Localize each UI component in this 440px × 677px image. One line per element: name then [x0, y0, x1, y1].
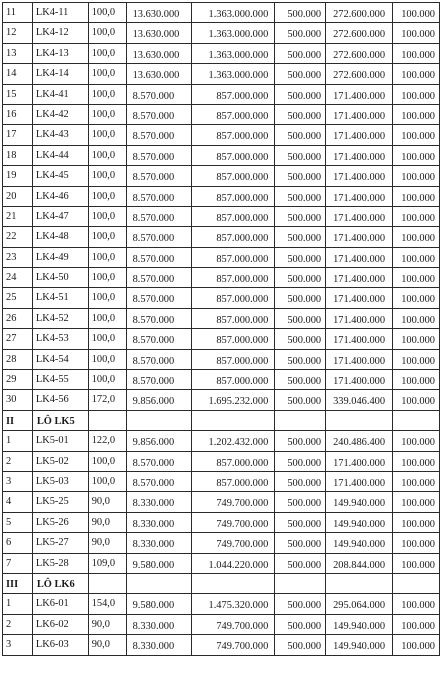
- row-number: 22: [3, 227, 33, 247]
- fee-cell: 500.000: [275, 349, 326, 369]
- fee-cell: 500.000: [275, 166, 326, 186]
- total-price-cell: 1.475.320.000: [192, 594, 275, 614]
- total-price-cell: 1.363.000.000: [192, 23, 275, 43]
- row-number: 18: [3, 145, 33, 165]
- area-cell: 100,0: [88, 288, 126, 308]
- lot-code: LK4-46: [32, 186, 88, 206]
- table-row: [3, 471, 440, 491]
- deposit-cell: 171.400.000: [326, 451, 393, 471]
- deposit-cell: 171.400.000: [326, 268, 393, 288]
- section-number: III: [3, 573, 33, 593]
- table-row: [3, 227, 440, 247]
- table-row: [3, 247, 440, 267]
- lot-code: LK5-01: [32, 431, 88, 451]
- row-number: 4: [3, 492, 33, 512]
- deposit-cell: 149.940.000: [326, 533, 393, 553]
- empty-cell: [192, 410, 275, 430]
- deposit-cell: 149.940.000: [326, 614, 393, 634]
- section-number: II: [3, 410, 33, 430]
- empty-cell: [393, 573, 440, 593]
- empty-cell: [275, 410, 326, 430]
- lot-code: LK5-25: [32, 492, 88, 512]
- extra-fee-cell: 100.000: [393, 84, 440, 104]
- total-price-cell: 857.000.000: [192, 125, 275, 145]
- extra-fee-cell: 100.000: [393, 329, 440, 349]
- extra-fee-cell: 100.000: [393, 390, 440, 410]
- lot-code: LK4-14: [32, 64, 88, 84]
- lot-code: LK4-50: [32, 268, 88, 288]
- deposit-cell: 171.400.000: [326, 349, 393, 369]
- area-cell: 100,0: [88, 349, 126, 369]
- deposit-cell: 149.940.000: [326, 635, 393, 655]
- area-cell: 100,0: [88, 3, 126, 23]
- fee-cell: 500.000: [275, 64, 326, 84]
- unit-price-cell: 13.630.000: [126, 64, 192, 84]
- extra-fee-cell: 100.000: [393, 431, 440, 451]
- unit-price-cell: 8.570.000: [126, 84, 192, 104]
- area-cell: 100,0: [88, 370, 126, 390]
- extra-fee-cell: 100.000: [393, 64, 440, 84]
- area-cell: 90,0: [88, 533, 126, 553]
- unit-price-cell: 8.330.000: [126, 635, 192, 655]
- empty-cell: [393, 410, 440, 430]
- extra-fee-cell: 100.000: [393, 492, 440, 512]
- area-cell: 100,0: [88, 206, 126, 226]
- total-price-cell: 857.000.000: [192, 329, 275, 349]
- row-number: 20: [3, 186, 33, 206]
- deposit-cell: 171.400.000: [326, 471, 393, 491]
- extra-fee-cell: 100.000: [393, 451, 440, 471]
- area-cell: 90,0: [88, 635, 126, 655]
- lot-code: LK4-44: [32, 145, 88, 165]
- table-row: [3, 594, 440, 614]
- lot-code: LK4-48: [32, 227, 88, 247]
- lot-code: LK4-41: [32, 84, 88, 104]
- deposit-cell: 272.600.000: [326, 64, 393, 84]
- unit-price-cell: 8.570.000: [126, 186, 192, 206]
- empty-cell: [326, 573, 393, 593]
- unit-price-cell: 8.330.000: [126, 512, 192, 532]
- unit-price-cell: 8.570.000: [126, 247, 192, 267]
- lot-code: LK4-49: [32, 247, 88, 267]
- fee-cell: 500.000: [275, 186, 326, 206]
- table-row: [3, 104, 440, 124]
- deposit-cell: 171.400.000: [326, 104, 393, 124]
- row-number: 27: [3, 329, 33, 349]
- unit-price-cell: 8.570.000: [126, 166, 192, 186]
- row-number: 1: [3, 594, 33, 614]
- area-cell: 100,0: [88, 451, 126, 471]
- fee-cell: 500.000: [275, 268, 326, 288]
- table-row: [3, 349, 440, 369]
- area-cell: 100,0: [88, 43, 126, 63]
- unit-price-cell: 8.570.000: [126, 145, 192, 165]
- area-cell: 100,0: [88, 84, 126, 104]
- fee-cell: 500.000: [275, 614, 326, 634]
- row-number: 23: [3, 247, 33, 267]
- extra-fee-cell: 100.000: [393, 145, 440, 165]
- table-row: [3, 125, 440, 145]
- row-number: 2: [3, 451, 33, 471]
- fee-cell: 500.000: [275, 329, 326, 349]
- table-body: [3, 3, 440, 656]
- table-row: [3, 553, 440, 573]
- unit-price-cell: 8.570.000: [126, 268, 192, 288]
- unit-price-cell: 13.630.000: [126, 23, 192, 43]
- area-cell: 90,0: [88, 492, 126, 512]
- fee-cell: 500.000: [275, 308, 326, 328]
- unit-price-cell: 9.580.000: [126, 553, 192, 573]
- fee-cell: 500.000: [275, 288, 326, 308]
- empty-cell: [88, 573, 126, 593]
- table-row: [3, 23, 440, 43]
- row-number: 1: [3, 431, 33, 451]
- total-price-cell: 857.000.000: [192, 186, 275, 206]
- total-price-cell: 857.000.000: [192, 268, 275, 288]
- total-price-cell: 1.695.232.000: [192, 390, 275, 410]
- row-number: 30: [3, 390, 33, 410]
- unit-price-cell: 8.570.000: [126, 288, 192, 308]
- table-row: [3, 390, 440, 410]
- table-row: [3, 512, 440, 532]
- deposit-cell: 149.940.000: [326, 512, 393, 532]
- total-price-cell: 749.700.000: [192, 512, 275, 532]
- lot-code: LK5-28: [32, 553, 88, 573]
- table-row: [3, 635, 440, 655]
- deposit-cell: 208.844.000: [326, 553, 393, 573]
- total-price-cell: 857.000.000: [192, 349, 275, 369]
- area-cell: 90,0: [88, 614, 126, 634]
- total-price-cell: 749.700.000: [192, 614, 275, 634]
- table-row: [3, 451, 440, 471]
- fee-cell: 500.000: [275, 370, 326, 390]
- extra-fee-cell: 100.000: [393, 308, 440, 328]
- lot-code: LK5-27: [32, 533, 88, 553]
- lot-code: LK6-02: [32, 614, 88, 634]
- area-cell: 100,0: [88, 145, 126, 165]
- total-price-cell: 857.000.000: [192, 104, 275, 124]
- deposit-cell: 171.400.000: [326, 206, 393, 226]
- unit-price-cell: 8.570.000: [126, 471, 192, 491]
- fee-cell: 500.000: [275, 125, 326, 145]
- extra-fee-cell: 100.000: [393, 349, 440, 369]
- lot-code: LK4-42: [32, 104, 88, 124]
- total-price-cell: 749.700.000: [192, 492, 275, 512]
- fee-cell: 500.000: [275, 390, 326, 410]
- area-cell: 100,0: [88, 471, 126, 491]
- total-price-cell: 1.363.000.000: [192, 64, 275, 84]
- table-row: [3, 166, 440, 186]
- row-number: 11: [3, 3, 33, 23]
- empty-cell: [275, 573, 326, 593]
- row-number: 3: [3, 635, 33, 655]
- fee-cell: 500.000: [275, 84, 326, 104]
- row-number: 7: [3, 553, 33, 573]
- section-title: LÔ LK6: [32, 573, 88, 593]
- area-cell: 100,0: [88, 329, 126, 349]
- total-price-cell: 857.000.000: [192, 145, 275, 165]
- empty-cell: [126, 573, 192, 593]
- table-row: [3, 370, 440, 390]
- lot-code: LK4-56: [32, 390, 88, 410]
- table-row: [3, 84, 440, 104]
- unit-price-cell: 8.570.000: [126, 349, 192, 369]
- empty-cell: [326, 410, 393, 430]
- table-row: [3, 43, 440, 63]
- extra-fee-cell: 100.000: [393, 43, 440, 63]
- extra-fee-cell: 100.000: [393, 512, 440, 532]
- total-price-cell: 857.000.000: [192, 451, 275, 471]
- row-number: 25: [3, 288, 33, 308]
- row-number: 17: [3, 125, 33, 145]
- lot-code: LK5-03: [32, 471, 88, 491]
- fee-cell: 500.000: [275, 145, 326, 165]
- extra-fee-cell: 100.000: [393, 3, 440, 23]
- table-row: [3, 329, 440, 349]
- table-row: [3, 614, 440, 634]
- row-number: 6: [3, 533, 33, 553]
- deposit-cell: 171.400.000: [326, 145, 393, 165]
- unit-price-cell: 9.856.000: [126, 431, 192, 451]
- row-number: 14: [3, 64, 33, 84]
- table-row: [3, 492, 440, 512]
- extra-fee-cell: 100.000: [393, 166, 440, 186]
- lot-code: LK6-03: [32, 635, 88, 655]
- area-cell: 172,0: [88, 390, 126, 410]
- unit-price-cell: 8.570.000: [126, 451, 192, 471]
- total-price-cell: 857.000.000: [192, 247, 275, 267]
- lot-code: LK4-53: [32, 329, 88, 349]
- extra-fee-cell: 100.000: [393, 247, 440, 267]
- unit-price-cell: 13.630.000: [126, 43, 192, 63]
- deposit-cell: 272.600.000: [326, 3, 393, 23]
- unit-price-cell: 8.570.000: [126, 329, 192, 349]
- deposit-cell: 171.400.000: [326, 166, 393, 186]
- deposit-cell: 339.046.400: [326, 390, 393, 410]
- lot-code: LK4-12: [32, 23, 88, 43]
- row-number: 15: [3, 84, 33, 104]
- total-price-cell: 749.700.000: [192, 533, 275, 553]
- empty-cell: [126, 410, 192, 430]
- area-cell: 100,0: [88, 166, 126, 186]
- section-title: LÔ LK5: [32, 410, 88, 430]
- table-row: [3, 533, 440, 553]
- total-price-cell: 1.363.000.000: [192, 43, 275, 63]
- row-number: 16: [3, 104, 33, 124]
- total-price-cell: 857.000.000: [192, 84, 275, 104]
- extra-fee-cell: 100.000: [393, 227, 440, 247]
- total-price-cell: 1.044.220.000: [192, 553, 275, 573]
- row-number: 12: [3, 23, 33, 43]
- lot-code: LK4-54: [32, 349, 88, 369]
- unit-price-cell: 8.570.000: [126, 104, 192, 124]
- total-price-cell: 857.000.000: [192, 288, 275, 308]
- extra-fee-cell: 100.000: [393, 288, 440, 308]
- extra-fee-cell: 100.000: [393, 553, 440, 573]
- total-price-cell: 857.000.000: [192, 227, 275, 247]
- extra-fee-cell: 100.000: [393, 125, 440, 145]
- extra-fee-cell: 100.000: [393, 268, 440, 288]
- table-row: [3, 206, 440, 226]
- unit-price-cell: 8.570.000: [126, 370, 192, 390]
- fee-cell: 500.000: [275, 3, 326, 23]
- area-cell: 100,0: [88, 186, 126, 206]
- deposit-cell: 272.600.000: [326, 23, 393, 43]
- extra-fee-cell: 100.000: [393, 186, 440, 206]
- area-cell: 90,0: [88, 512, 126, 532]
- total-price-cell: 857.000.000: [192, 308, 275, 328]
- row-number: 26: [3, 308, 33, 328]
- area-cell: 100,0: [88, 104, 126, 124]
- empty-cell: [192, 573, 275, 593]
- lot-code: LK4-11: [32, 3, 88, 23]
- fee-cell: 500.000: [275, 247, 326, 267]
- section-header-row: [3, 410, 440, 430]
- empty-cell: [88, 410, 126, 430]
- extra-fee-cell: 100.000: [393, 471, 440, 491]
- area-cell: 100,0: [88, 308, 126, 328]
- fee-cell: 500.000: [275, 23, 326, 43]
- row-number: 29: [3, 370, 33, 390]
- row-number: 19: [3, 166, 33, 186]
- lot-code: LK5-02: [32, 451, 88, 471]
- table-row: [3, 145, 440, 165]
- area-cell: 100,0: [88, 268, 126, 288]
- deposit-cell: 171.400.000: [326, 186, 393, 206]
- deposit-cell: 171.400.000: [326, 247, 393, 267]
- unit-price-cell: 13.630.000: [126, 3, 192, 23]
- area-cell: 100,0: [88, 23, 126, 43]
- unit-price-cell: 8.570.000: [126, 206, 192, 226]
- lot-code: LK4-51: [32, 288, 88, 308]
- deposit-cell: 171.400.000: [326, 308, 393, 328]
- lot-code: LK4-47: [32, 206, 88, 226]
- fee-cell: 500.000: [275, 43, 326, 63]
- lot-code: LK6-01: [32, 594, 88, 614]
- deposit-cell: 171.400.000: [326, 125, 393, 145]
- table-row: [3, 268, 440, 288]
- unit-price-cell: 8.570.000: [126, 227, 192, 247]
- deposit-cell: 171.400.000: [326, 227, 393, 247]
- table-row: [3, 308, 440, 328]
- row-number: 2: [3, 614, 33, 634]
- deposit-cell: 171.400.000: [326, 370, 393, 390]
- table-row: [3, 288, 440, 308]
- area-cell: 154,0: [88, 594, 126, 614]
- area-cell: 100,0: [88, 247, 126, 267]
- deposit-cell: 272.600.000: [326, 43, 393, 63]
- extra-fee-cell: 100.000: [393, 533, 440, 553]
- deposit-cell: 240.486.400: [326, 431, 393, 451]
- fee-cell: 500.000: [275, 227, 326, 247]
- deposit-cell: 295.064.000: [326, 594, 393, 614]
- extra-fee-cell: 100.000: [393, 23, 440, 43]
- extra-fee-cell: 100.000: [393, 206, 440, 226]
- lot-code: LK4-45: [32, 166, 88, 186]
- area-cell: 109,0: [88, 553, 126, 573]
- deposit-cell: 149.940.000: [326, 492, 393, 512]
- row-number: 3: [3, 471, 33, 491]
- row-number: 13: [3, 43, 33, 63]
- lot-code: LK4-43: [32, 125, 88, 145]
- fee-cell: 500.000: [275, 451, 326, 471]
- fee-cell: 500.000: [275, 431, 326, 451]
- deposit-cell: 171.400.000: [326, 84, 393, 104]
- area-cell: 122,0: [88, 431, 126, 451]
- unit-price-cell: 8.570.000: [126, 125, 192, 145]
- unit-price-cell: 8.330.000: [126, 533, 192, 553]
- table-row: [3, 431, 440, 451]
- total-price-cell: 749.700.000: [192, 635, 275, 655]
- total-price-cell: 857.000.000: [192, 206, 275, 226]
- table-row: [3, 64, 440, 84]
- table-row: [3, 186, 440, 206]
- section-header-row: [3, 573, 440, 593]
- unit-price-cell: 9.580.000: [126, 594, 192, 614]
- area-cell: 100,0: [88, 64, 126, 84]
- fee-cell: 500.000: [275, 553, 326, 573]
- fee-cell: 500.000: [275, 533, 326, 553]
- extra-fee-cell: 100.000: [393, 635, 440, 655]
- unit-price-cell: 8.570.000: [126, 308, 192, 328]
- extra-fee-cell: 100.000: [393, 614, 440, 634]
- row-number: 28: [3, 349, 33, 369]
- lot-code: LK4-13: [32, 43, 88, 63]
- unit-price-cell: 9.856.000: [126, 390, 192, 410]
- unit-price-cell: 8.330.000: [126, 492, 192, 512]
- row-number: 24: [3, 268, 33, 288]
- fee-cell: 500.000: [275, 594, 326, 614]
- lot-code: LK4-52: [32, 308, 88, 328]
- total-price-cell: 1.202.432.000: [192, 431, 275, 451]
- deposit-cell: 171.400.000: [326, 288, 393, 308]
- total-price-cell: 857.000.000: [192, 370, 275, 390]
- fee-cell: 500.000: [275, 104, 326, 124]
- table-row: [3, 3, 440, 23]
- total-price-cell: 857.000.000: [192, 166, 275, 186]
- fee-cell: 500.000: [275, 492, 326, 512]
- lot-price-table: [2, 2, 440, 656]
- extra-fee-cell: 100.000: [393, 104, 440, 124]
- fee-cell: 500.000: [275, 512, 326, 532]
- lot-code: LK4-55: [32, 370, 88, 390]
- fee-cell: 500.000: [275, 206, 326, 226]
- total-price-cell: 1.363.000.000: [192, 3, 275, 23]
- area-cell: 100,0: [88, 125, 126, 145]
- deposit-cell: 171.400.000: [326, 329, 393, 349]
- fee-cell: 500.000: [275, 635, 326, 655]
- area-cell: 100,0: [88, 227, 126, 247]
- extra-fee-cell: 100.000: [393, 370, 440, 390]
- row-number: 21: [3, 206, 33, 226]
- lot-code: LK5-26: [32, 512, 88, 532]
- unit-price-cell: 8.330.000: [126, 614, 192, 634]
- row-number: 5: [3, 512, 33, 532]
- extra-fee-cell: 100.000: [393, 594, 440, 614]
- fee-cell: 500.000: [275, 471, 326, 491]
- total-price-cell: 857.000.000: [192, 471, 275, 491]
